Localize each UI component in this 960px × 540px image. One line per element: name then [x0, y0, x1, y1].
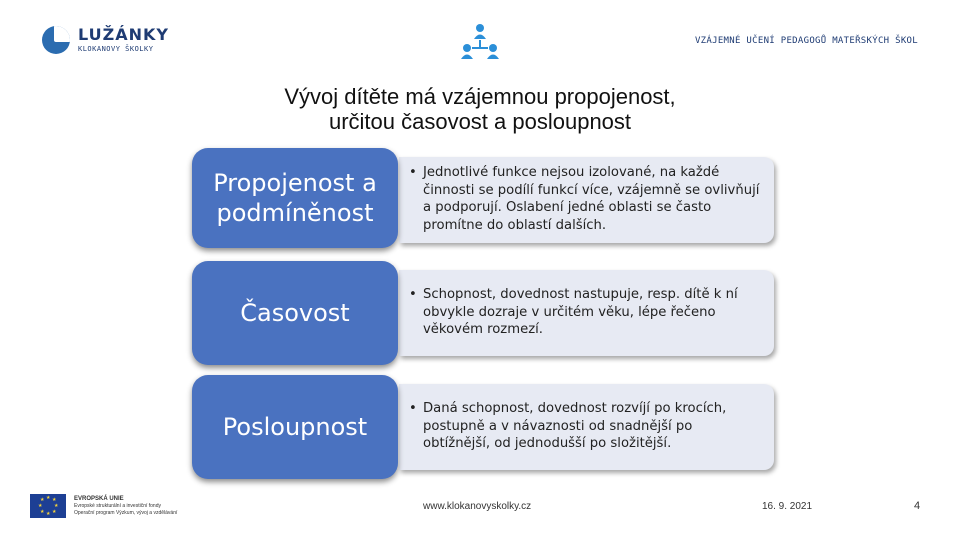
slide-title-line-2: určitou časovost a posloupnost — [328, 109, 632, 134]
logo-text — [78, 27, 169, 53]
description-text: • Daná schopnost, dovednost rozvíjí po krocích, postupně a v návaznosti od snadnější po obtížnější, od jednodušší po složitější. — [409, 400, 760, 453]
eu-line-3: Operační program Výzkum, vývoj a vzdělávání — [74, 509, 178, 516]
eu-line-1: EVROPSKÁ UNIE — [74, 495, 124, 502]
eu-text — [74, 496, 179, 517]
footer-date: 16. 9. 2021 — [762, 501, 813, 512]
header-tagline: VZÁJEMNÉ UČENÍ PEDAGOGŮ MATEŘSKÝCH ŠKOL — [694, 36, 918, 46]
description-card — [399, 157, 774, 243]
logo-name: LUŽÁNKY — [78, 25, 169, 44]
team-network-icon — [460, 22, 500, 62]
label-box: Propojenost a podmíněnost — [192, 148, 398, 248]
description-text: • Jednotlivé funkce nejsou izolované, na každé činnosti se podílí funkcí více, vzájemně se ovlivňují a podporují. Oslabení jedné oblasti se často promítne do oblastí dalších. — [409, 164, 760, 234]
logo-subtitle: KLOKANOVY ŠKOLKY — [78, 45, 154, 53]
description-text: • Schopnost, dovednost nastupuje, resp. dítě k ní obvykle dozraje v určitém věku, lépe řečeno věkovém rozmezí. — [409, 286, 760, 339]
slide-title — [180, 84, 780, 134]
footer-url-link[interactable]: www.klokanovyskolky.cz — [423, 501, 532, 512]
description-card — [399, 384, 774, 470]
description-card — [399, 270, 774, 356]
eu-line-2: Evropské strukturální a investiční fondy — [74, 502, 161, 509]
eu-flag-icon: ★ ★ ★ ★ ★ ★ ★ ★ — [30, 494, 66, 518]
slide-title-line-1: Vývoj dítěte má vzájemnou propojenost, — [284, 84, 676, 109]
label-box: Posloupnost — [192, 375, 398, 479]
label-box: Časovost — [192, 261, 398, 365]
luzanky-logo — [42, 26, 169, 54]
logo-mark-icon — [42, 26, 70, 54]
eu-funding-logo — [30, 494, 179, 518]
slide-number: 4 — [914, 500, 921, 512]
